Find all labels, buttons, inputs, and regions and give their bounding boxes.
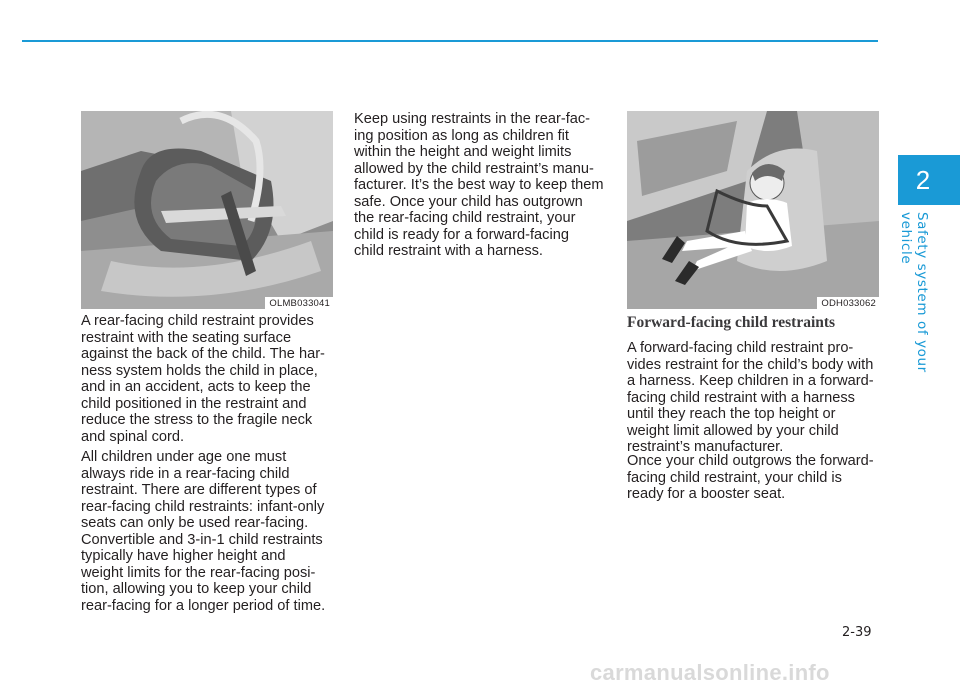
figure-rear-facing-seat — [81, 111, 333, 309]
text-line: child restraint with a harness. — [354, 243, 543, 259]
text-line: and spinal cord. — [81, 428, 185, 445]
rear-facing-seat-illustration — [81, 111, 333, 309]
text-line: seats can only be used rear-facing. — [81, 515, 309, 531]
text-line: vides restraint for the child’s body with — [627, 356, 874, 373]
page-number: 2-39 — [842, 625, 872, 640]
col3-paragraph-2 — [627, 453, 879, 503]
text-line: restraint. There are different types of — [81, 482, 317, 498]
text-line: A forward-facing child restraint pro- — [627, 340, 854, 356]
chapter-title: Safety system of your vehicle — [898, 212, 930, 373]
col1-paragraph-1 — [81, 313, 333, 445]
text-line: a harness. Keep children in a forward- — [627, 373, 874, 389]
text-line: child is ready for a forward-facing — [354, 226, 569, 243]
text-line: against the back of the child. The har- — [81, 346, 325, 362]
figure-code: OLMB033041 — [265, 297, 333, 309]
text-line: and in an accident, acts to keep the — [81, 379, 311, 395]
chapter-tab: 2 — [898, 155, 960, 205]
col1-paragraph-2 — [81, 449, 333, 614]
text-line: rear-facing child restraints: infant-only — [81, 498, 325, 515]
text-line: Keep using restraints in the rear-fac- — [354, 111, 591, 127]
text-line: until they reach the top height or — [627, 406, 836, 422]
text-line: facing child restraint with a harness — [627, 389, 855, 406]
text-line: restraint with the seating surface — [81, 329, 292, 346]
text-line: facing child restraint, your child is — [627, 469, 842, 486]
text-line: weight limits for the rear-facing posi- — [81, 564, 316, 581]
section-heading: Forward-facing child restraints — [627, 314, 836, 331]
text-line: rear-facing for a longer period of time. — [81, 597, 326, 614]
text-line: reduce the stress to the fragile neck — [81, 412, 313, 428]
text-line: A rear-facing child restraint provides — [81, 313, 314, 329]
text-line: restraint’s manufacturer. — [627, 439, 784, 455]
text-line: weight limit allowed by your child — [627, 422, 839, 439]
watermark: carmanualsonline.info — [590, 660, 830, 685]
text-line: facturer. It’s the best way to keep them — [354, 177, 604, 193]
text-line: Once your child outgrows the forward- — [627, 453, 874, 469]
text-line: ness system holds the child in place, — [81, 362, 318, 379]
figure-forward-facing-seat — [627, 111, 879, 309]
text-line: safe. Once your child has outgrown — [354, 193, 583, 210]
text-line: within the height and weight limits — [354, 144, 572, 160]
text-line: Convertible and 3-in-1 child restraints — [81, 531, 323, 548]
text-line: child positioned in the restraint and — [81, 395, 307, 412]
col3-paragraph-1 — [627, 340, 879, 456]
text-line: ing position as long as children fit — [354, 127, 569, 144]
col2-paragraph-1 — [354, 111, 604, 260]
text-line: allowed by the child restraint’s manu- — [354, 160, 594, 177]
text-line: always ride in a rear-facing child — [81, 465, 290, 482]
figure-code: ODH033062 — [817, 297, 879, 309]
text-line: typically have higher height and — [81, 548, 286, 564]
text-line: the rear-facing child restraint, your — [354, 210, 576, 226]
forward-facing-seat-illustration — [627, 111, 879, 309]
text-line: All children under age one must — [81, 449, 287, 465]
text-line: ready for a booster seat. — [627, 486, 786, 502]
top-rule — [22, 40, 878, 42]
text-line: tion, allowing you to keep your child — [81, 581, 312, 597]
